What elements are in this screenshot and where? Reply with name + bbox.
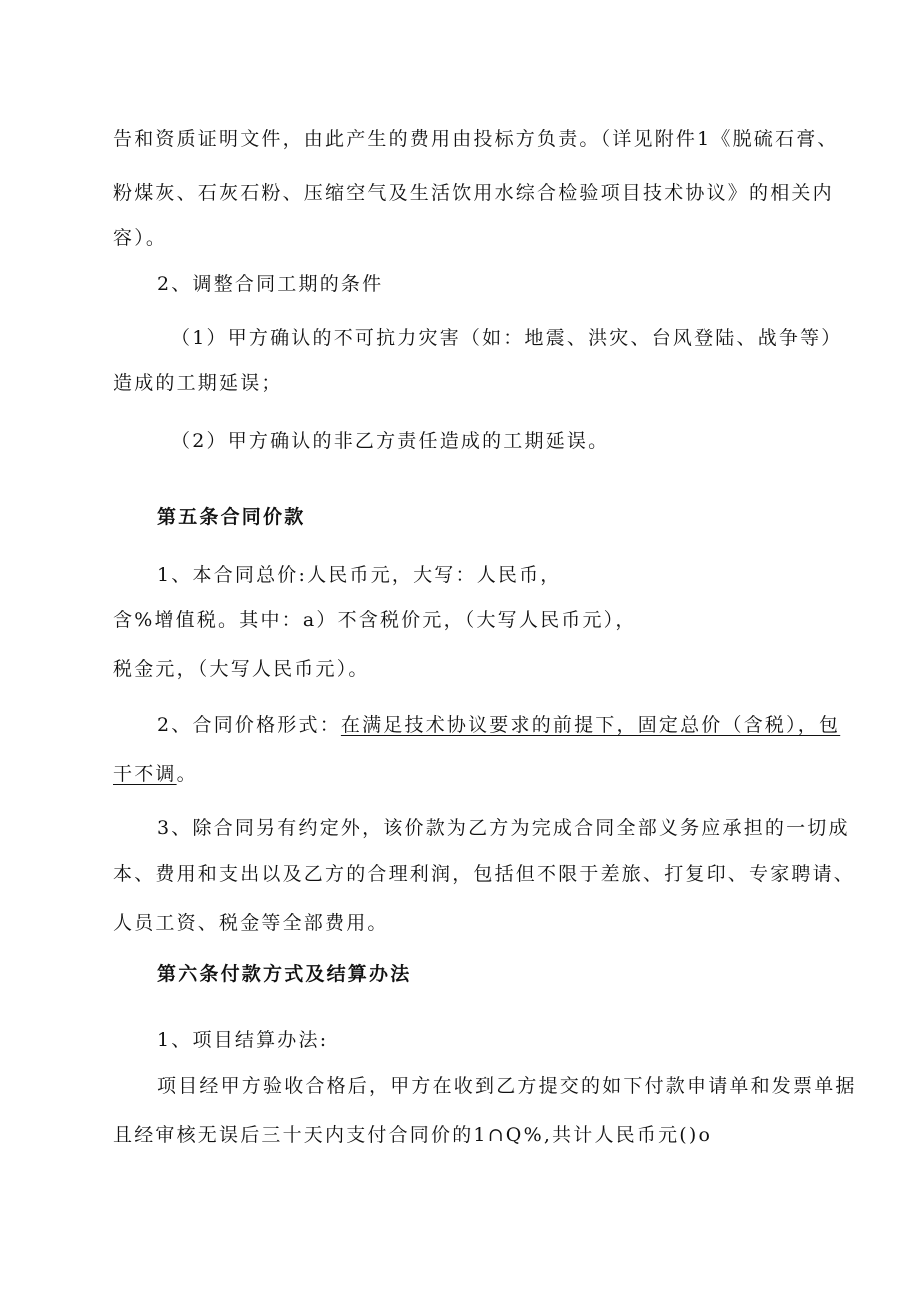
body-text-line: 且经审核无误后三十天内支付合同价的1∩Q%,共计人民币元()o [113, 1124, 713, 1146]
section-heading: 第六条付款方式及结算办法 [157, 963, 412, 985]
body-text-line: 项目经甲方验收合格后，甲方在收到乙方提交的如下付款申请单和发票单据 [157, 1075, 857, 1097]
body-text-line: 人员工资、税金等全部费用。 [113, 912, 389, 934]
body-text-line: 1、本合同总价:人民币元，大写：人民币， [157, 564, 562, 586]
body-text-line: 告和资质证明文件，由此产生的费用由投标方负责。（详见附件1《脱硫石膏、 [113, 128, 839, 150]
body-text-line: 含%增值税。其中：a）不含税价元，（大写人民币元）， [113, 609, 637, 631]
subsection-title: 2、调整合同工期的条件 [157, 273, 384, 295]
body-text-line: 本、费用和支出以及乙方的合理利润，包括但不限于差旅、打复印、专家聘请、 [113, 863, 856, 885]
body-text-line [157, 712, 840, 738]
body-text-line: 3、除合同另有约定外，该价款为乙方为完成合同全部义务应承担的一切成 [157, 817, 850, 839]
body-text-line: 造成的工期延误； [113, 372, 283, 394]
price-form-underlined-text: 在满足技术协议要求的前提下，固定总价（含税），包 [340, 714, 841, 736]
section-heading: 第五条合同价款 [157, 506, 306, 528]
list-item-text: （2）甲方确认的非乙方责任造成的工期延误。 [171, 430, 610, 452]
price-form-label: 2、合同价格形式： [157, 714, 341, 736]
body-text-line: 容）。 [113, 227, 168, 249]
list-item-text: （1）甲方确认的不可抗力灾害（如：地震、洪灾、台风登陆、战争等） [171, 327, 843, 349]
punctuation: 。 [176, 763, 198, 785]
body-text-line [113, 761, 198, 787]
price-form-underlined-text: 干不调 [113, 763, 177, 785]
body-text-line: 1、项目结算办法: [157, 1029, 329, 1051]
body-text-line: 粉煤灰、石灰石粉、压缩空气及生活饮用水综合检验项目技术协议》的相关内 [113, 182, 834, 204]
body-text-line: 税金元，（大写人民币元）。 [113, 658, 370, 680]
